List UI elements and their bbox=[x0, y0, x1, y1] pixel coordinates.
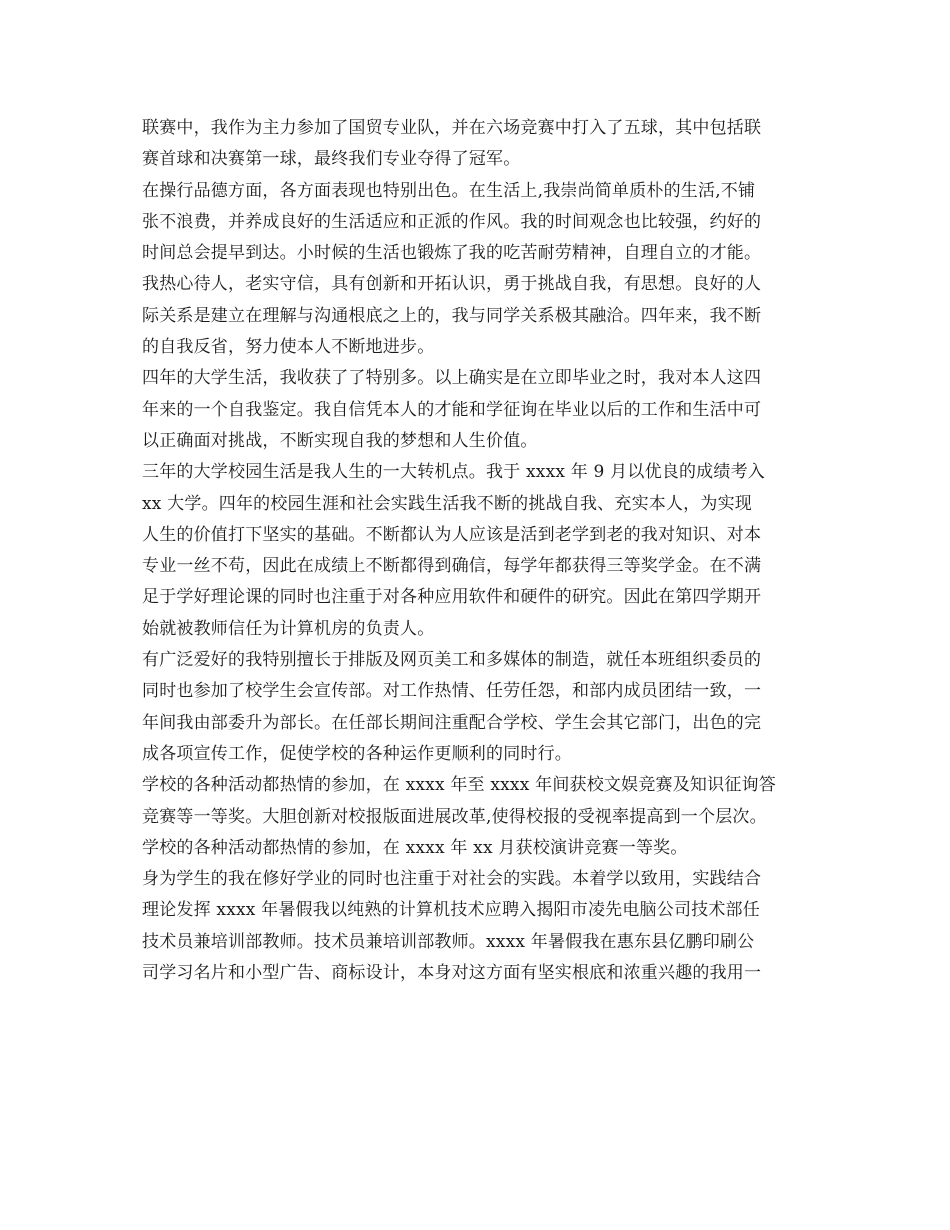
text-line: 年间我由部委升为部长。在任部长期间注重配合学校、学生会其它部门，出色的完 bbox=[142, 712, 762, 733]
paragraph-social-practice bbox=[142, 864, 832, 989]
paragraph-speech-contest bbox=[142, 833, 832, 864]
paragraph-self-assessment bbox=[142, 363, 832, 457]
text-line: 以正确面对挑战，不断实现自我的梦想和人生价值。 bbox=[142, 430, 538, 451]
text-line: 在操行品德方面，各方面表现也特别出色。在生活上,我崇尚简单质朴的生活,不铺 bbox=[142, 180, 756, 201]
text-line: 张不浪费，并养成良好的生活适应和正派的作风。我的时间观念也比较强，约好的 bbox=[142, 211, 762, 232]
paragraph-campus-life bbox=[142, 457, 832, 645]
text-line: 始就被教师信任为计算机房的负责人。 bbox=[142, 618, 435, 639]
text-line: 司学习名片和小型广告、商标设计，本身对这方面有坚实根底和浓重兴趣的我用一 bbox=[142, 963, 762, 984]
text-line: 年来的一个自我鉴定。我自信凭本人的才能和学征询在毕业以后的工作和生活中可 bbox=[142, 399, 762, 420]
text-line: 同时也参加了校学生会宣传部。对工作热情、任劳任怨，和部内成员团结一致，一 bbox=[142, 681, 762, 702]
paragraph-student-union bbox=[142, 645, 832, 770]
text-line: 成各项宣传工作，促使学校的各种运作更顺利的同时行。 bbox=[142, 743, 572, 764]
text-line: 赛首球和决赛第一球，最终我们专业夺得了冠军。 bbox=[142, 149, 521, 170]
text-line: 理论发挥 xxxx 年暑假我以纯熟的计算机技术应聘入揭阳市凌先电脑公司技术部任 bbox=[142, 900, 760, 921]
text-line: 时间总会提早到达。小时候的生活也锻炼了我的吃苦耐劳精神，自理自立的才能。 bbox=[142, 243, 762, 264]
text-line: 专业一丝不苟，因此在成绩上不断都得到确信，每学年都获得三等奖学金。在不满 bbox=[142, 556, 762, 577]
text-line: 际关系是建立在理解与沟通根底之上的，我与同学关系极其融洽。四年来，我不断 bbox=[142, 305, 762, 326]
paragraph-school-activities bbox=[142, 770, 832, 833]
text-line: 学校的各种活动都热情的参加，在 xxxx 年 xx 月获校演讲竞赛一等奖。 bbox=[142, 837, 688, 858]
document-body bbox=[142, 113, 832, 989]
text-line: 足于学好理论课的同时也注重于对各种应用软件和硬件的研究。因此在第四学期开 bbox=[142, 587, 762, 608]
text-line: 身为学生的我在修好学业的同时也注重于对社会的实践。本着学以致用，实践结合 bbox=[142, 869, 762, 890]
text-line: 的自我反省，努力使本人不断地进步。 bbox=[142, 337, 435, 358]
text-line: 我热心待人，老实守信，具有创新和开拓认识，勇于挑战自我，有思想。良好的人 bbox=[142, 274, 762, 295]
text-line: 学校的各种活动都热情的参加，在 xxxx 年至 xxxx 年间获校文娱竞赛及知识征询答 bbox=[142, 775, 776, 796]
text-line: 四年的大学生活，我收获了了特别多。以上确实是在立即毕业之时，我对本人这四 bbox=[142, 368, 762, 389]
paragraph-football-league bbox=[142, 113, 832, 176]
text-line: 三年的大学校园生活是我人生的一大转机点。我于 xxxx 年 9 月以优良的成绩考入 bbox=[142, 462, 765, 483]
text-line: 竞赛等一等奖。大胆创新对校报版面进展改革,使得校报的受视率提高到一个层次。 bbox=[142, 806, 767, 827]
paragraph-conduct-character bbox=[142, 176, 832, 364]
text-line: 技术员兼培训部教师。技术员兼培训部教师。xxxx 年暑假我在惠东县亿鹏印刷公 bbox=[142, 931, 755, 952]
text-line: 联赛中，我作为主力参加了国贸专业队，并在六场竞赛中打入了五球，其中包括联 bbox=[142, 118, 762, 138]
text-line: 人生的价值打下坚实的基础。不断都认为人应该是活到老学到老的我对知识、对本 bbox=[142, 524, 762, 545]
text-line: 有广泛爱好的我特别擅长于排版及网页美工和多媒体的制造，就任本班组织委员的 bbox=[142, 650, 762, 671]
text-line: xx 大学。四年的校园生涯和社会实践生活我不断的挑战自我、充实本人，为实现 bbox=[142, 493, 752, 514]
